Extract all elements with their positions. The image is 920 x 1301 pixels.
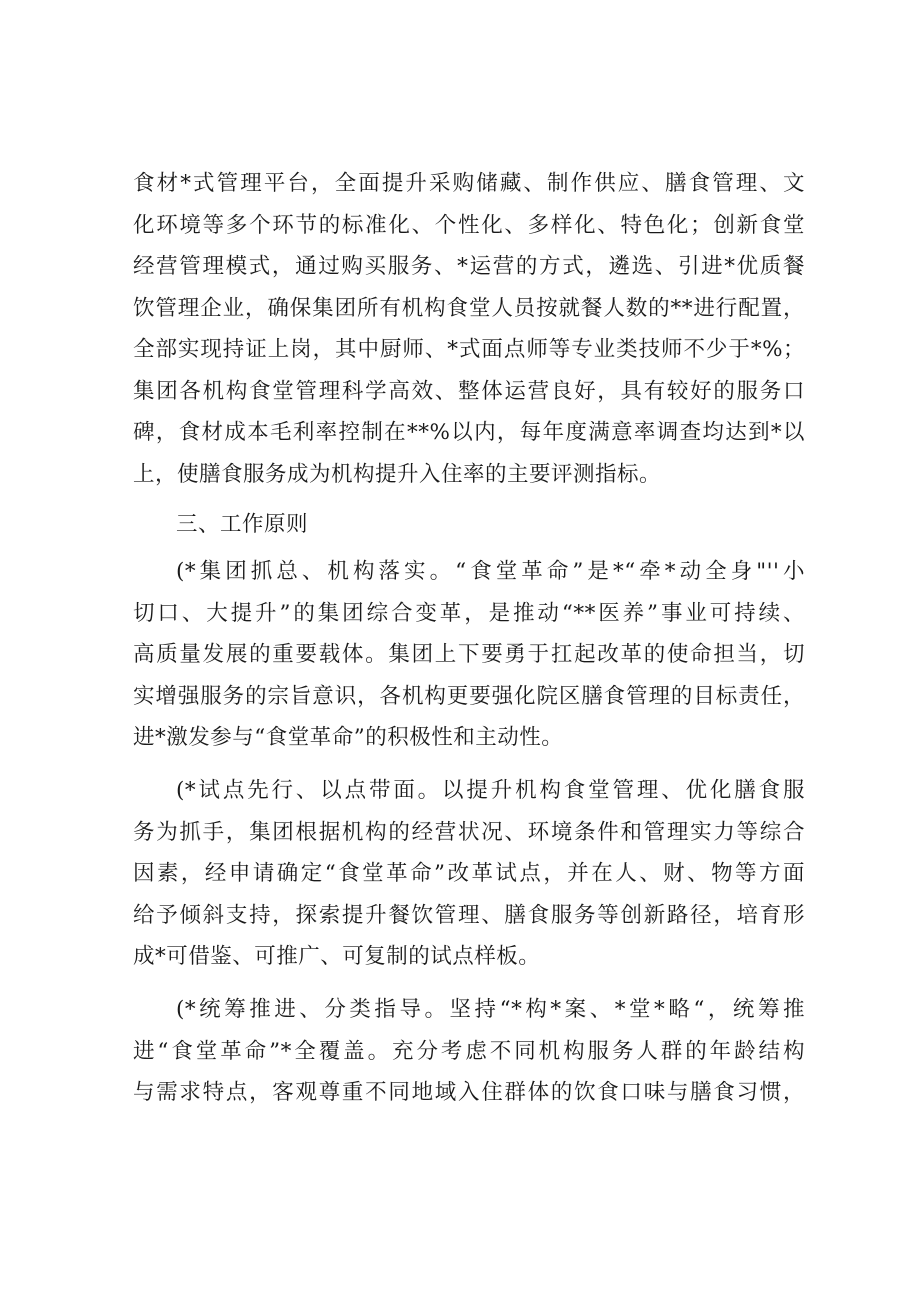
text-line: 高质量发展的重要载体。集团上下要勇于扛起改革的使命担当，切: [133, 642, 805, 667]
text-line: 给予倾斜支持，探索提升餐饮管理、膳食服务等创新路径，培育形: [133, 902, 805, 928]
text-line: 进*激发参与“食堂革命”的积极性和主动性。: [133, 725, 564, 750]
text-line: 集团各机构食堂管理科学高效、整体运营良好，具有较好的服务口: [133, 378, 805, 404]
text-line: 与需求特点，客观尊重不同地域入住群体的饮食口味与膳食习惯，: [133, 1080, 805, 1105]
text-line: 化环境等多个环节的标准化、个性化、多样化、特色化；创新食堂: [133, 212, 805, 238]
section-heading: 三、工作原则: [176, 512, 309, 537]
text-line: (*统筹推进、分类指导。坚持“*构*案、*堂*略“，统筹推: [176, 997, 805, 1022]
text-line: 实增强服务的宗旨意识，各机构更要强化院区膳食管理的目标责任，: [133, 683, 805, 709]
paragraph-principle-2: [133, 770, 805, 978]
text-line: 饮管理企业，确保集团所有机构食堂人员按就餐人数的**进行配置，: [133, 295, 805, 321]
paragraph-principle-3: [133, 989, 805, 1114]
text-line: (*集团抓总、机构落实。“食堂革命”是*“牵*动全身"''小: [176, 559, 805, 584]
paragraph-goals-continued: [133, 163, 805, 495]
text-line: 切口、大提升”的集团综合变革，是推动“**医养”事业可持续、: [133, 600, 805, 626]
text-line: 食材*式管理平台，全面提升采购储藏、制作供应、膳食管理、文: [133, 171, 805, 196]
text-line: 碑，食材成本毛利率控制在**%以内，每年度满意率调查均达到*以: [133, 420, 805, 445]
text-line: 进“食堂革命”*全覆盖。充分考虑不同机构服务人群的年龄结构: [133, 1038, 805, 1064]
paragraph-principle-1: [133, 551, 805, 759]
text-line: 上，使膳食服务成为机构提升入住率的主要评测指标。: [133, 461, 662, 487]
text-line: (*试点先行、以点带面。以提升机构食堂管理、优化膳食服: [176, 778, 805, 803]
text-line: 务为抓手，集团根据机构的经营状况、环境条件和管理实力等综合: [133, 819, 805, 845]
text-line: 经营管理模式，通过购买服务、*运营的方式，遴选、引进*优质餐: [133, 254, 805, 279]
text-line: 因素，经申请确定“食堂革命”改革试点，并在人、财、物等方面: [133, 861, 805, 886]
text-line: 全部实现持证上岗，其中厨师、*式面点师等专业类技师不少于*%；: [133, 337, 805, 362]
text-line: 成*可借鉴、可推广、可复制的试点样板。: [133, 944, 541, 969]
